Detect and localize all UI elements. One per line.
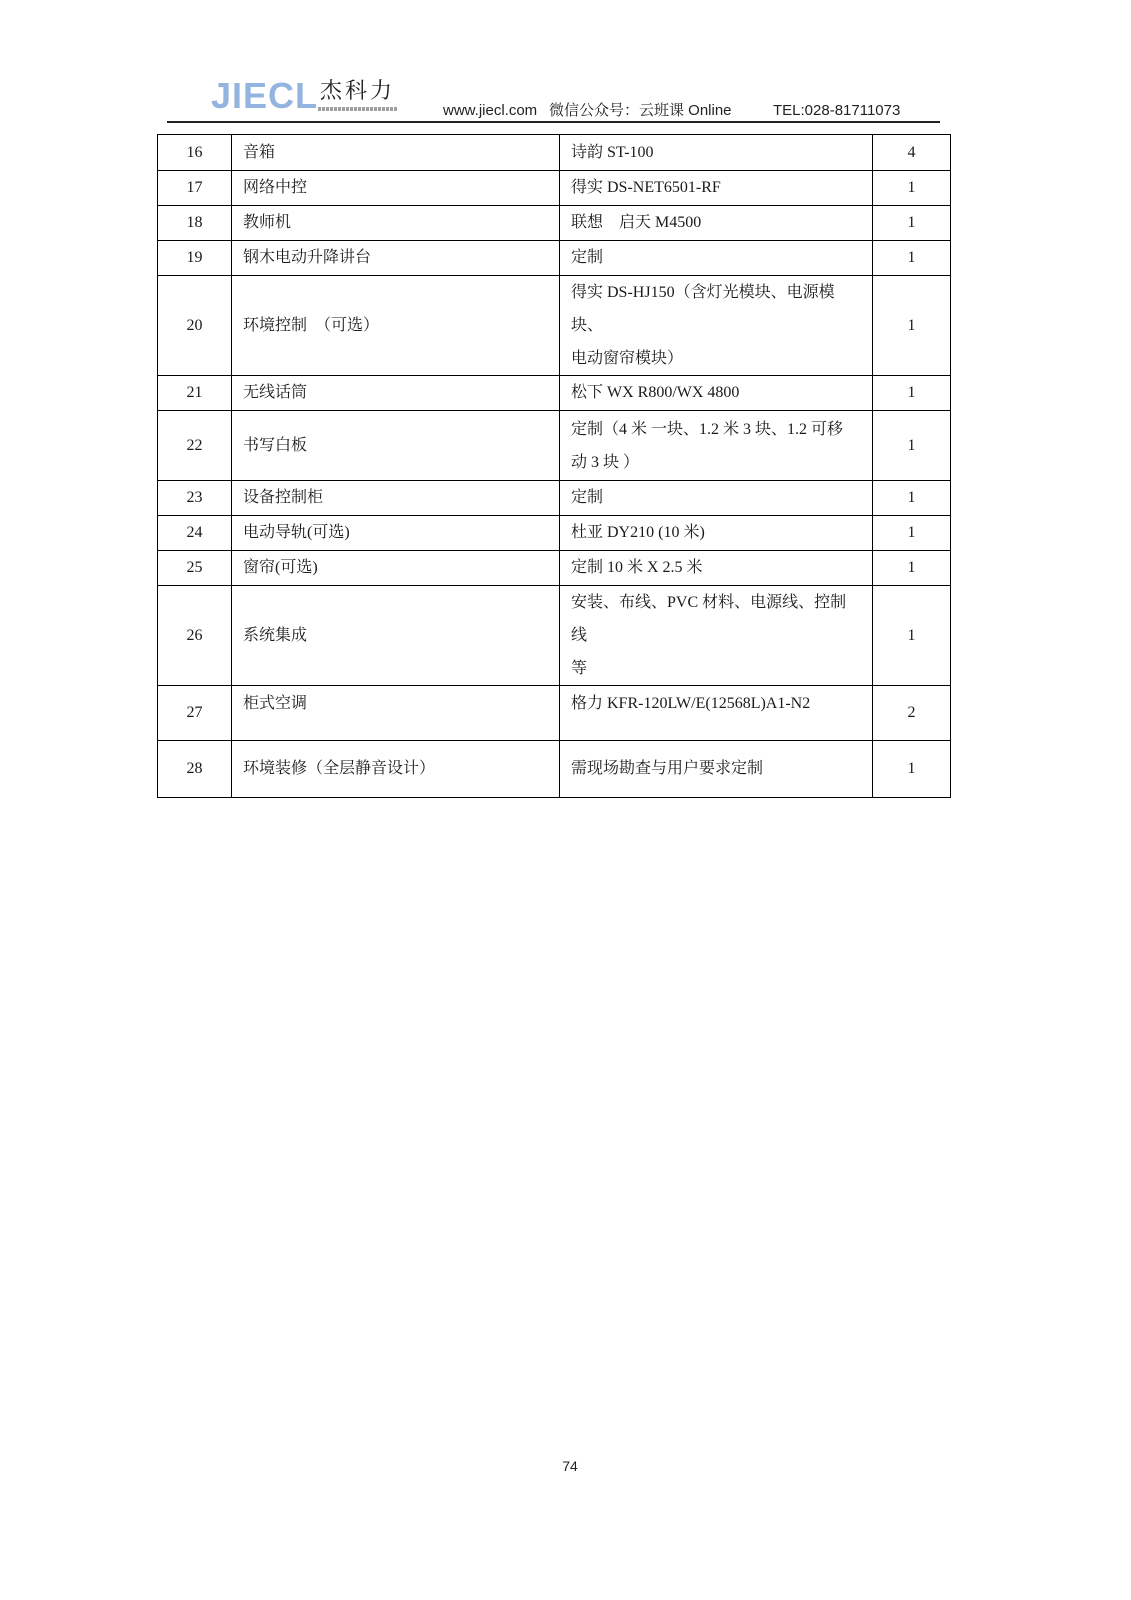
model-cell bbox=[560, 276, 873, 376]
item-name-cell: 设备控制柜 bbox=[232, 481, 560, 516]
table-row bbox=[158, 586, 951, 686]
model-cell bbox=[560, 586, 873, 686]
model-cell: 定制 bbox=[560, 481, 873, 516]
model-cell: 诗韵 ST-100 bbox=[560, 135, 873, 171]
table-row bbox=[158, 171, 951, 206]
quantity-cell: 1 bbox=[873, 276, 951, 376]
table-row bbox=[158, 516, 951, 551]
model-cell: 松下 WX R800/WX 4800 bbox=[560, 376, 873, 411]
item-name-cell: 系统集成 bbox=[232, 586, 560, 686]
logo-wordmark: JIECL bbox=[211, 75, 319, 116]
model-cell: 需现场勘查与用户要求定制 bbox=[560, 741, 873, 798]
quantity-cell: 4 bbox=[873, 135, 951, 171]
item-name-cell: 教师机 bbox=[232, 206, 560, 241]
model-line: 等 bbox=[571, 660, 588, 677]
header-phone: TEL:028-81711073 bbox=[773, 102, 901, 119]
table-row bbox=[158, 241, 951, 276]
header-divider bbox=[167, 121, 940, 123]
model-cell: 定制 bbox=[560, 241, 873, 276]
logo-tagline bbox=[318, 107, 398, 111]
quantity-cell: 1 bbox=[873, 411, 951, 481]
quantity-cell: 1 bbox=[873, 171, 951, 206]
quantity-cell: 1 bbox=[873, 586, 951, 686]
row-number-cell: 16 bbox=[158, 135, 232, 171]
row-number-cell: 24 bbox=[158, 516, 232, 551]
quantity-cell: 1 bbox=[873, 206, 951, 241]
item-name-cell: 钢木电动升降讲台 bbox=[232, 241, 560, 276]
quantity-cell: 1 bbox=[873, 551, 951, 586]
item-name-cell: 环境装修（全层静音设计） bbox=[232, 741, 560, 798]
row-number-cell: 20 bbox=[158, 276, 232, 376]
model-line: 得实 DS-HJ150（含灯光模块、电源模块、 bbox=[571, 284, 835, 334]
item-name-cell: 窗帘(可选) bbox=[232, 551, 560, 586]
item-name-cell: 电动导轨(可选) bbox=[232, 516, 560, 551]
quantity-cell: 1 bbox=[873, 481, 951, 516]
row-number-cell: 27 bbox=[158, 686, 232, 741]
item-name-cell: 书写白板 bbox=[232, 411, 560, 481]
header-website: www.jiecl.com bbox=[443, 102, 538, 119]
item-name-cell: 音箱 bbox=[232, 135, 560, 171]
row-number-cell: 22 bbox=[158, 411, 232, 481]
row-number-cell: 28 bbox=[158, 741, 232, 798]
table-row bbox=[158, 551, 951, 586]
quantity-cell: 2 bbox=[873, 686, 951, 741]
header-wechat: 微信公众号：云班课 Online bbox=[549, 102, 732, 119]
quantity-cell: 1 bbox=[873, 376, 951, 411]
table-row bbox=[158, 376, 951, 411]
model-line: 定制（4 米 一块、1.2 米 3 块、1.2 可移 bbox=[571, 420, 844, 438]
model-cell bbox=[560, 411, 873, 481]
item-name-cell: 网络中控 bbox=[232, 171, 560, 206]
table-row bbox=[158, 686, 951, 741]
row-number-cell: 23 bbox=[158, 481, 232, 516]
item-name-cell: 环境控制 （可选） bbox=[232, 276, 560, 376]
page-number: 74 bbox=[562, 1458, 578, 1474]
row-number-cell: 21 bbox=[158, 376, 232, 411]
model-line: 电动窗帘模块） bbox=[571, 350, 684, 367]
row-number-cell: 19 bbox=[158, 241, 232, 276]
table-row bbox=[158, 135, 951, 171]
equipment-table bbox=[157, 134, 951, 798]
row-number-cell: 26 bbox=[158, 586, 232, 686]
quantity-cell: 1 bbox=[873, 516, 951, 551]
row-number-cell: 18 bbox=[158, 206, 232, 241]
table-row bbox=[158, 481, 951, 516]
table-row bbox=[158, 206, 951, 241]
model-line: 安装、布线、PVC 材料、电源线、控制线 bbox=[571, 594, 847, 644]
table-row bbox=[158, 411, 951, 481]
quantity-cell: 1 bbox=[873, 741, 951, 798]
model-cell: 格力 KFR-120LW/E(12568L)A1-N2 bbox=[560, 686, 873, 741]
item-name-cell: 柜式空调 bbox=[232, 686, 560, 741]
brand-name: 杰科力 bbox=[320, 79, 396, 104]
model-cell: 得实 DS-NET6501-RF bbox=[560, 171, 873, 206]
table-row bbox=[158, 276, 951, 376]
item-name-cell: 无线话筒 bbox=[232, 376, 560, 411]
model-cell: 杜亚 DY210 (10 米) bbox=[560, 516, 873, 551]
row-number-cell: 25 bbox=[158, 551, 232, 586]
model-cell: 联想 启天 M4500 bbox=[560, 206, 873, 241]
model-cell: 定制 10 米 X 2.5 米 bbox=[560, 551, 873, 586]
row-number-cell: 17 bbox=[158, 171, 232, 206]
table-row bbox=[158, 741, 951, 798]
quantity-cell: 1 bbox=[873, 241, 951, 276]
model-line: 动 3 块 ） bbox=[571, 453, 640, 471]
